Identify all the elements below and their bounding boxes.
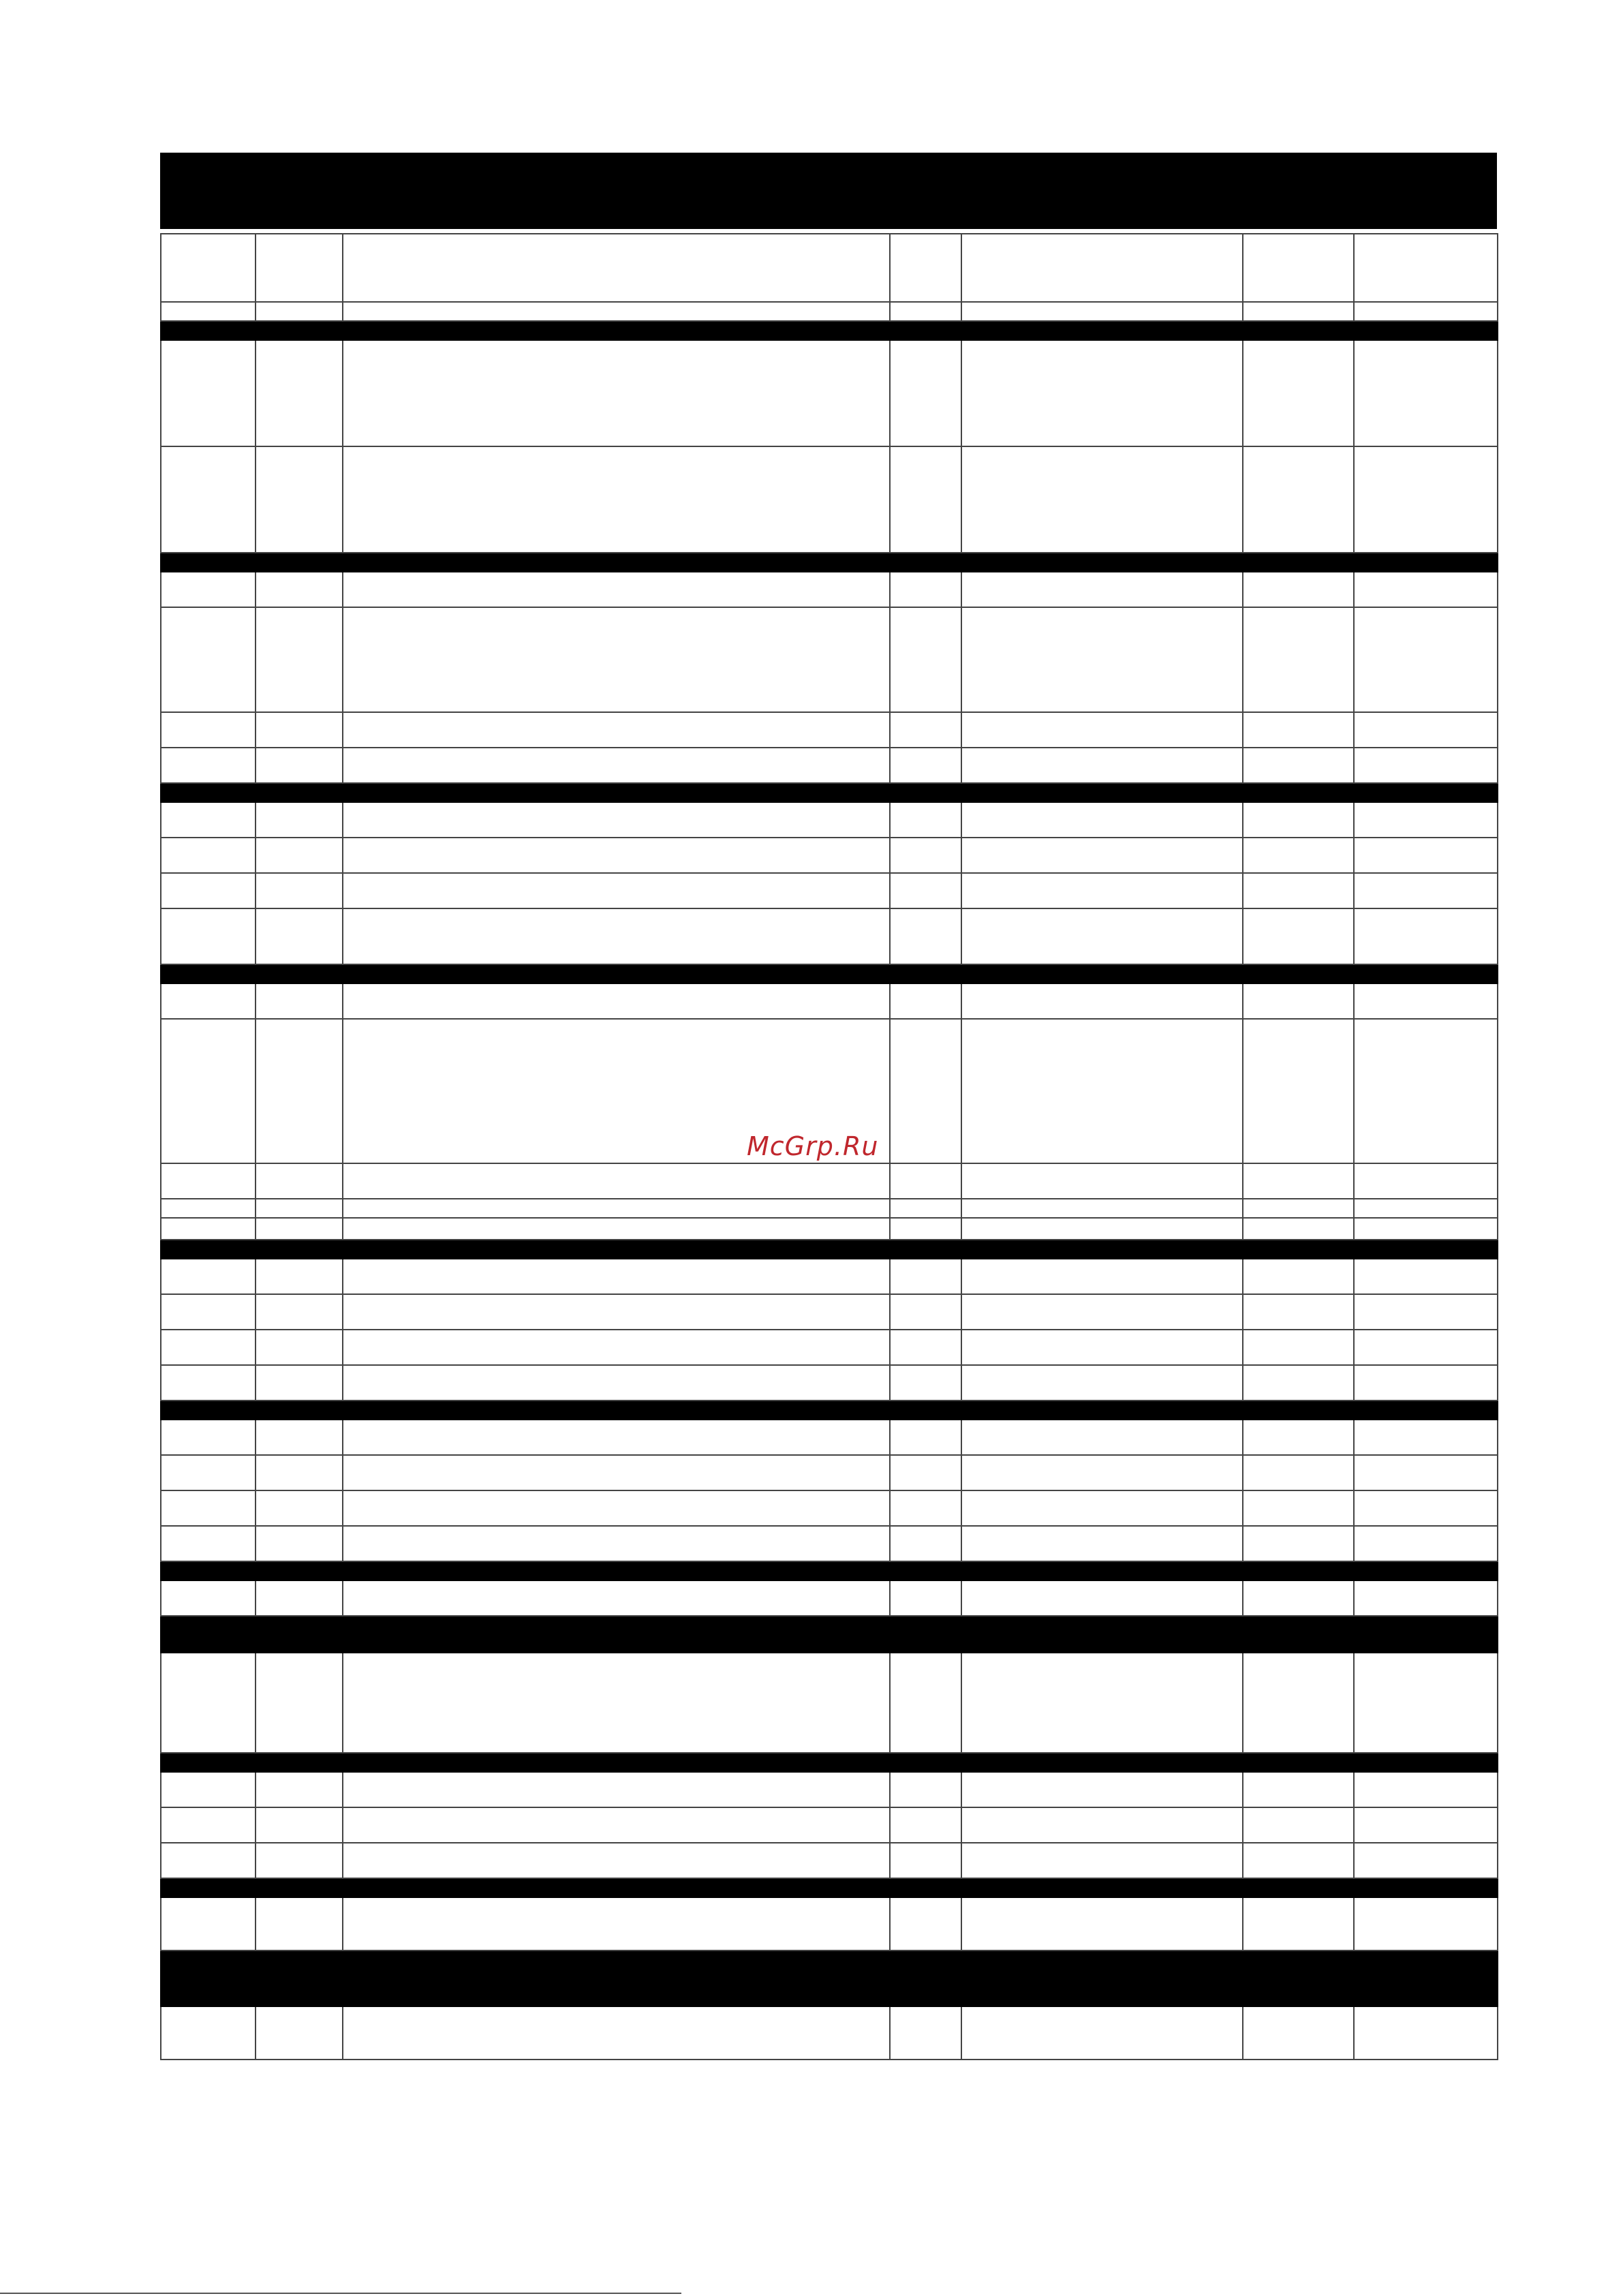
table-cell xyxy=(1354,1843,1498,1878)
table-cell xyxy=(1243,1294,1354,1330)
table-cell xyxy=(1354,873,1498,908)
table-row xyxy=(161,1365,1498,1400)
table-cell xyxy=(890,838,961,873)
table-cell xyxy=(1354,1526,1498,1561)
table-cell xyxy=(1354,1807,1498,1843)
table-row xyxy=(161,1772,1498,1807)
table-cell xyxy=(890,2006,961,2060)
table-row xyxy=(161,1420,1498,1455)
table-cell xyxy=(1354,802,1498,838)
table-cell xyxy=(890,1580,961,1616)
table-cell xyxy=(343,1455,890,1490)
table-cell xyxy=(1243,1365,1354,1400)
table-cell xyxy=(1354,908,1498,964)
table-cell xyxy=(890,1843,961,1878)
table-row xyxy=(161,1163,1498,1199)
section-band xyxy=(161,553,1498,572)
table-cell xyxy=(343,1259,890,1294)
table-cell xyxy=(961,1526,1243,1561)
table-cell xyxy=(1354,1653,1498,1753)
table-cell xyxy=(961,1259,1243,1294)
table-cell xyxy=(1354,607,1498,712)
table-cell xyxy=(343,838,890,873)
table-cell xyxy=(256,234,343,302)
table-cell xyxy=(161,1019,256,1163)
table-cell xyxy=(256,1772,343,1807)
table-cell xyxy=(1354,712,1498,748)
table-cell xyxy=(890,1019,961,1163)
table-cell xyxy=(161,1218,256,1240)
table-cell xyxy=(890,748,961,783)
table-row xyxy=(161,607,1498,712)
table-cell xyxy=(961,1580,1243,1616)
table-cell xyxy=(1354,340,1498,446)
table-cell xyxy=(961,1807,1243,1843)
table-cell xyxy=(1354,838,1498,873)
table-cell xyxy=(961,1843,1243,1878)
section-band xyxy=(161,964,1498,983)
table-row xyxy=(161,983,1498,1019)
table-cell xyxy=(256,1294,343,1330)
table-cell xyxy=(1243,1259,1354,1294)
table-cell xyxy=(161,572,256,607)
table-cell xyxy=(161,1526,256,1561)
table-cell xyxy=(961,1330,1243,1365)
table-cell xyxy=(1243,748,1354,783)
table-cell xyxy=(343,802,890,838)
table-cell xyxy=(1243,1653,1354,1753)
table-cell xyxy=(1354,1294,1498,1330)
table-cell xyxy=(256,838,343,873)
table-cell xyxy=(256,1843,343,1878)
table-cell xyxy=(890,712,961,748)
table-cell xyxy=(1354,1330,1498,1365)
table-cell xyxy=(343,1294,890,1330)
table-cell xyxy=(161,1163,256,1199)
table-cell xyxy=(343,2006,890,2060)
table-cell xyxy=(343,1580,890,1616)
table-cell xyxy=(1243,446,1354,553)
table-row xyxy=(161,572,1498,607)
table-cell xyxy=(343,712,890,748)
table-cell xyxy=(343,1526,890,1561)
table-cell xyxy=(256,1455,343,1490)
table-cell xyxy=(1354,302,1498,321)
table-cell xyxy=(961,1455,1243,1490)
table-cell xyxy=(1243,607,1354,712)
table-cell xyxy=(890,873,961,908)
table-cell xyxy=(890,572,961,607)
table-cell xyxy=(1243,1420,1354,1455)
table-row xyxy=(161,1330,1498,1365)
table-cell xyxy=(961,302,1243,321)
table-cell xyxy=(343,1199,890,1218)
table-cell xyxy=(256,802,343,838)
table-row xyxy=(161,1580,1498,1616)
table-cell xyxy=(961,1420,1243,1455)
table-cell xyxy=(256,1218,343,1240)
table-cell xyxy=(961,873,1243,908)
table-cell xyxy=(1354,1420,1498,1455)
table-cell xyxy=(161,2006,256,2060)
table-cell xyxy=(343,1163,890,1199)
table-cell xyxy=(890,234,961,302)
table-cell xyxy=(256,1365,343,1400)
table-cell xyxy=(161,1294,256,1330)
table-cell xyxy=(890,1259,961,1294)
table-cell xyxy=(1243,1580,1354,1616)
table-cell xyxy=(343,302,890,321)
table-cell xyxy=(1243,1843,1354,1878)
footer-text xyxy=(692,2284,924,2296)
table-cell xyxy=(890,1490,961,1526)
table-cell xyxy=(161,1199,256,1218)
table-row xyxy=(161,1199,1498,1218)
table-cell xyxy=(961,838,1243,873)
table-cell xyxy=(256,572,343,607)
section-band xyxy=(161,1616,1498,1653)
table-cell xyxy=(890,802,961,838)
table-row xyxy=(161,1294,1498,1330)
table-cell xyxy=(1354,572,1498,607)
table-cell xyxy=(161,446,256,553)
table-cell xyxy=(1243,1330,1354,1365)
table-cell xyxy=(961,1294,1243,1330)
section-separator-row xyxy=(161,964,1498,983)
table-row xyxy=(161,1843,1498,1878)
table-cell xyxy=(1243,1163,1354,1199)
table-cell xyxy=(256,1199,343,1218)
table-cell xyxy=(256,1420,343,1455)
table-cell xyxy=(961,983,1243,1019)
table-cell xyxy=(961,572,1243,607)
table-cell xyxy=(1243,802,1354,838)
table-cell xyxy=(1243,302,1354,321)
table-row xyxy=(161,302,1498,321)
table-cell xyxy=(890,1455,961,1490)
table-cell xyxy=(1243,983,1354,1019)
table-cell xyxy=(961,748,1243,783)
table-cell xyxy=(256,1330,343,1365)
table-cell xyxy=(161,908,256,964)
table-cell xyxy=(256,1653,343,1753)
table-cell xyxy=(343,1365,890,1400)
table-cell xyxy=(961,802,1243,838)
table-row xyxy=(161,802,1498,838)
section-band xyxy=(161,1400,1498,1420)
table-cell xyxy=(890,1163,961,1199)
table-cell xyxy=(1354,1199,1498,1218)
section-separator-row xyxy=(161,1561,1498,1580)
table-cell xyxy=(1243,1218,1354,1240)
table-cell xyxy=(161,1843,256,1878)
table-cell xyxy=(161,340,256,446)
table-cell xyxy=(1243,1490,1354,1526)
table-cell xyxy=(256,607,343,712)
table-cell xyxy=(343,1490,890,1526)
table-cell xyxy=(256,1259,343,1294)
table-cell xyxy=(1354,1218,1498,1240)
table-cell xyxy=(343,446,890,553)
table-row xyxy=(161,838,1498,873)
table-cell xyxy=(256,446,343,553)
table-cell xyxy=(161,838,256,873)
table-cell xyxy=(256,748,343,783)
table-cell xyxy=(1354,983,1498,1019)
table-row xyxy=(161,873,1498,908)
table-row xyxy=(161,908,1498,964)
table-row xyxy=(161,1218,1498,1240)
section-separator-row xyxy=(161,1616,1498,1653)
table-cell xyxy=(161,712,256,748)
table-cell xyxy=(890,1365,961,1400)
table-row xyxy=(161,1490,1498,1526)
table-cell xyxy=(1243,712,1354,748)
table-cell xyxy=(161,1807,256,1843)
table-cell xyxy=(890,1199,961,1218)
table-cell xyxy=(1243,340,1354,446)
document-sheet xyxy=(160,153,1497,2060)
table-cell xyxy=(890,1526,961,1561)
table-cell xyxy=(961,1019,1243,1163)
table-row xyxy=(161,446,1498,553)
table-cell xyxy=(343,234,890,302)
table-cell xyxy=(161,607,256,712)
table-cell xyxy=(1243,572,1354,607)
title-bar xyxy=(160,153,1497,229)
table-cell xyxy=(256,1526,343,1561)
footer-rule xyxy=(0,2293,681,2294)
table-cell xyxy=(256,873,343,908)
table-cell xyxy=(161,1772,256,1807)
table-cell xyxy=(961,234,1243,302)
table-row xyxy=(161,1653,1498,1753)
section-separator-row xyxy=(161,1878,1498,1897)
table-cell xyxy=(161,1653,256,1753)
table-row xyxy=(161,1455,1498,1490)
table-cell xyxy=(961,1490,1243,1526)
table-cell xyxy=(256,1019,343,1163)
table-cell xyxy=(1243,2006,1354,2060)
table-cell xyxy=(1354,446,1498,553)
table-cell xyxy=(1354,2006,1498,2060)
table-cell xyxy=(890,1653,961,1753)
table-cell xyxy=(343,340,890,446)
table-cell xyxy=(343,983,890,1019)
section-band xyxy=(161,1561,1498,1580)
watermark: McGrp.Ru xyxy=(747,1131,879,1161)
table-row xyxy=(161,748,1498,783)
table-cell xyxy=(1354,1365,1498,1400)
table-cell xyxy=(256,1897,343,1950)
section-separator-row xyxy=(161,1400,1498,1420)
table-cell xyxy=(343,1843,890,1878)
table-cell xyxy=(961,1218,1243,1240)
table-cell xyxy=(161,1580,256,1616)
table-cell xyxy=(161,1420,256,1455)
table-cell xyxy=(256,712,343,748)
table-cell xyxy=(161,802,256,838)
section-band xyxy=(161,1878,1498,1897)
table-cell xyxy=(1354,1772,1498,1807)
table-cell xyxy=(1354,1580,1498,1616)
table-cell xyxy=(343,607,890,712)
table-cell xyxy=(961,1653,1243,1753)
table-cell xyxy=(343,1218,890,1240)
table-row xyxy=(161,1259,1498,1294)
table-cell xyxy=(890,1772,961,1807)
table-cell xyxy=(1243,838,1354,873)
table-cell xyxy=(1243,908,1354,964)
table-cell xyxy=(1354,234,1498,302)
table-row xyxy=(161,340,1498,446)
table-cell xyxy=(1243,1455,1354,1490)
table-row xyxy=(161,2006,1498,2060)
table-cell xyxy=(161,1490,256,1526)
table-cell xyxy=(1354,748,1498,783)
section-separator-row xyxy=(161,783,1498,802)
table-cell xyxy=(890,340,961,446)
table-cell xyxy=(161,1897,256,1950)
table-cell xyxy=(1354,1897,1498,1950)
table-cell xyxy=(961,908,1243,964)
table-row xyxy=(161,712,1498,748)
section-band xyxy=(161,321,1498,340)
table-cell xyxy=(1243,1807,1354,1843)
section-separator-row xyxy=(161,553,1498,572)
table-cell xyxy=(890,1897,961,1950)
table-cell xyxy=(256,1580,343,1616)
table-row xyxy=(161,1897,1498,1950)
section-separator-row xyxy=(161,1950,1498,2006)
table-cell xyxy=(890,607,961,712)
table-cell xyxy=(1243,873,1354,908)
table-cell xyxy=(161,234,256,302)
table-cell xyxy=(1354,1259,1498,1294)
table-cell xyxy=(890,1294,961,1330)
section-separator-row xyxy=(161,321,1498,340)
table-cell xyxy=(1354,1019,1498,1163)
section-separator-row xyxy=(161,1753,1498,1772)
table-cell xyxy=(161,1330,256,1365)
table-cell xyxy=(161,873,256,908)
table-cell xyxy=(961,340,1243,446)
table-cell xyxy=(890,302,961,321)
table-row xyxy=(161,1526,1498,1561)
table-cell xyxy=(343,1330,890,1365)
section-band xyxy=(161,1753,1498,1772)
table-cell xyxy=(256,1163,343,1199)
table-cell xyxy=(343,1653,890,1753)
table-cell xyxy=(961,1199,1243,1218)
section-separator-row xyxy=(161,1240,1498,1259)
table-cell xyxy=(343,748,890,783)
table-cell xyxy=(161,1365,256,1400)
table-cell xyxy=(256,983,343,1019)
table-cell xyxy=(343,1420,890,1455)
table-cell xyxy=(1354,1490,1498,1526)
table-cell xyxy=(161,983,256,1019)
table-cell xyxy=(1243,1019,1354,1163)
table-cell xyxy=(890,1218,961,1240)
table-cell xyxy=(890,1330,961,1365)
table-row xyxy=(161,1807,1498,1843)
table-cell xyxy=(343,572,890,607)
table-cell xyxy=(961,1897,1243,1950)
table-cell xyxy=(890,1420,961,1455)
table-cell xyxy=(343,1807,890,1843)
section-band xyxy=(161,1950,1498,2006)
table-cell xyxy=(161,302,256,321)
table-cell xyxy=(256,340,343,446)
table-cell xyxy=(961,1163,1243,1199)
table-cell xyxy=(256,908,343,964)
table-cell xyxy=(1243,1526,1354,1561)
table-cell xyxy=(961,446,1243,553)
table-cell xyxy=(343,1772,890,1807)
table-cell xyxy=(256,2006,343,2060)
table-cell xyxy=(256,302,343,321)
header-row xyxy=(161,234,1498,302)
table-cell xyxy=(161,748,256,783)
section-band xyxy=(161,1240,1498,1259)
table-cell xyxy=(343,1897,890,1950)
table-cell xyxy=(343,908,890,964)
table-cell xyxy=(343,873,890,908)
table-cell xyxy=(890,446,961,553)
table-cell xyxy=(161,1259,256,1294)
table-cell xyxy=(256,1490,343,1526)
table-cell xyxy=(961,712,1243,748)
table-cell xyxy=(961,2006,1243,2060)
table-cell xyxy=(890,908,961,964)
table-cell xyxy=(256,1807,343,1843)
table-cell xyxy=(1243,1897,1354,1950)
table-cell xyxy=(1354,1163,1498,1199)
table-cell xyxy=(161,1455,256,1490)
table-cell xyxy=(1243,234,1354,302)
table-cell xyxy=(961,1365,1243,1400)
table-cell xyxy=(1243,1772,1354,1807)
section-band xyxy=(161,783,1498,802)
table-cell xyxy=(890,1807,961,1843)
table-cell xyxy=(961,607,1243,712)
table-cell xyxy=(890,983,961,1019)
table-cell xyxy=(1354,1455,1498,1490)
table-cell xyxy=(961,1772,1243,1807)
table-cell xyxy=(1243,1199,1354,1218)
